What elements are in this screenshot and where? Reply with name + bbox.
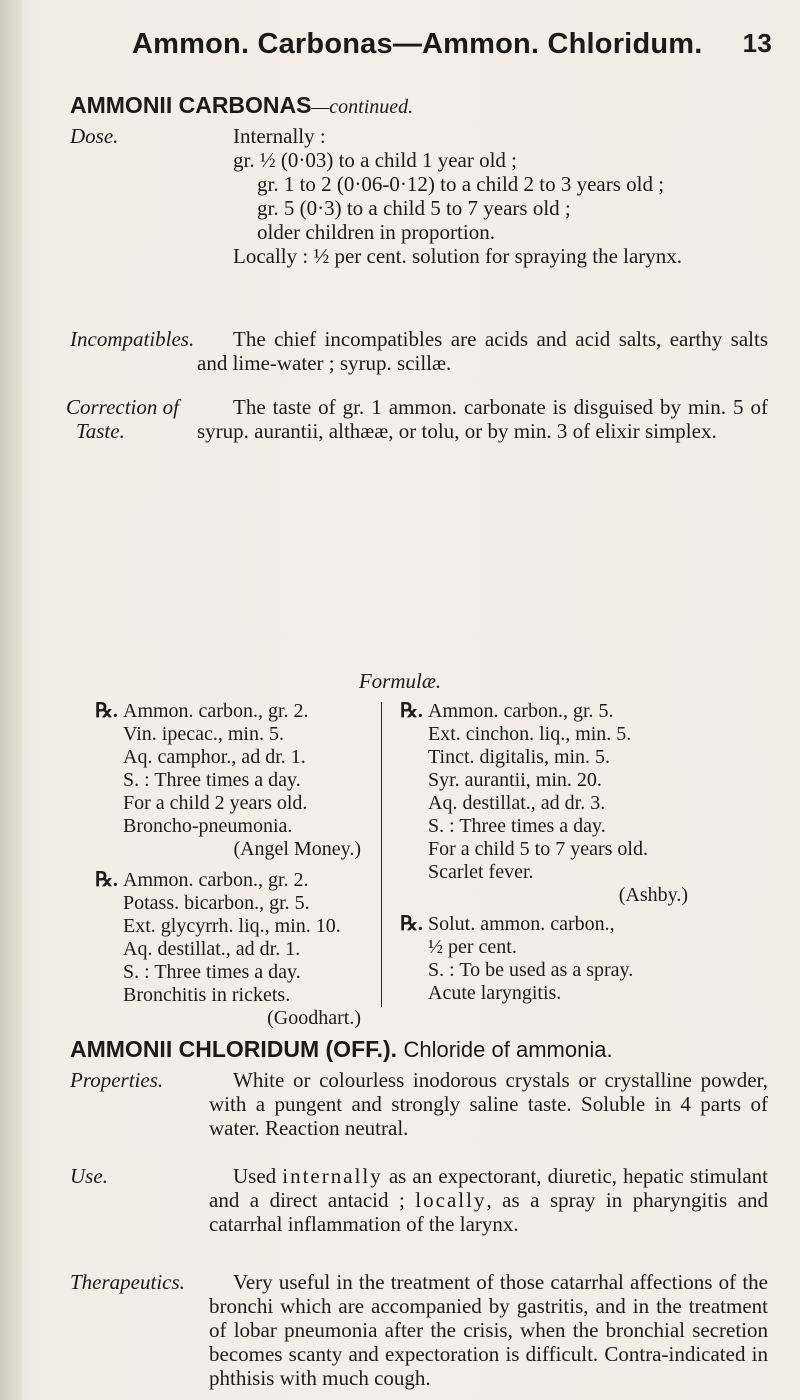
rx-icon: ℞.: [95, 700, 118, 722]
rx-line: Ext. glycyrrh. liq., min. 10.: [123, 915, 341, 937]
rx-line: Scarlet fever.: [428, 861, 534, 883]
use-text-part: as an expectorant, diuretic, hepatic stimulant and a direct antacid ;: [209, 1164, 768, 1212]
rx-line: Ammon. carbon., gr. 2.: [123, 700, 309, 722]
rx-line: Ammon. carbon., gr. 2.: [123, 869, 309, 891]
rx-icon: ℞.: [400, 700, 423, 722]
page-number: 13: [742, 28, 772, 58]
incompatibles-text: [197, 327, 768, 375]
dose-line: gr. 5 (0·3) to a child 5 to 7 years old ;: [257, 196, 571, 220]
rx-line: Acute laryngitis.: [428, 982, 562, 1004]
rx-author: (Angel Money.): [233, 838, 361, 860]
correction-paragraph: The taste of gr. 1 ammon. carbonate is disguised by min. 5 of syrup. aurantii, althææ, or tolu, or by min. 3 of elixir simplex.: [197, 395, 768, 443]
correction-text: [197, 395, 768, 443]
chloridum-title-text: AMMONII CHLORIDUM (OFF.).: [70, 1036, 398, 1062]
rx-author: (Goodhart.): [267, 1007, 361, 1029]
properties-paragraph: White or colourless inodorous crystals or crystalline powder, with a pungent and strongly saline taste. Soluble in 4 parts of water. Reaction neutral.: [209, 1068, 768, 1140]
carbonas-section-title: [70, 92, 413, 119]
properties-label: Properties.: [70, 1068, 164, 1092]
use-emphasis-internally: internally: [282, 1164, 383, 1188]
rx-line: S. : Three times a day.: [123, 769, 301, 791]
use-emphasis-locally: locally: [415, 1188, 487, 1212]
rx-line: Potass. bicarbon., gr. 5.: [123, 892, 310, 914]
rx-line: Solut. ammon. carbon.,: [428, 913, 615, 935]
dose-line: gr. ½ (0·03) to a child 1 year old ;: [233, 148, 518, 172]
rx-line: Bronchitis in rickets.: [123, 984, 291, 1006]
rx-line: For a child 5 to 7 years old.: [428, 838, 648, 860]
prescription: [95, 700, 363, 861]
chloridum-section-title: [70, 1036, 613, 1063]
correction-label: [66, 395, 179, 443]
rx-line: Tinct. digitalis, min. 5.: [428, 746, 611, 768]
prescription: [400, 913, 690, 1005]
rx-line: S. : Three times a day.: [123, 961, 301, 983]
rx-line: Aq. destillat., ad dr. 1.: [123, 938, 301, 960]
column-divider: [381, 702, 382, 1007]
prescription: [95, 869, 363, 1030]
carbonas-title-text: AMMONII CARBONAS: [70, 92, 312, 118]
correction-label-line2: Taste.: [76, 419, 125, 443]
properties-text: [209, 1068, 768, 1140]
rx-line: Aq. camphor., ad dr. 1.: [123, 746, 306, 768]
rx-line: For a child 2 years old.: [123, 792, 308, 814]
chloridum-subtitle: Chloride of ammonia.: [403, 1037, 613, 1062]
rx-line: Aq. destillat., ad dr. 3.: [428, 792, 606, 814]
formulae-heading: Formulæ.: [358, 669, 442, 693]
use-text-part: , as a spray in pharyngitis and catarrhal inflammation of the larynx.: [209, 1188, 768, 1236]
rx-line: Ammon. carbon., gr. 5.: [428, 700, 614, 722]
rx-line: S. : To be used as a spray.: [428, 959, 634, 981]
dose-label: Dose.: [70, 124, 119, 148]
use-label: Use.: [70, 1164, 108, 1188]
correction-label-line1: Correction of: [66, 395, 179, 419]
therapeutics-text: [209, 1270, 768, 1390]
incompatibles-paragraph: The chief incompatibles are acids and acid salts, earthy salts and lime-water ; syrup. scillæ.: [197, 327, 768, 375]
use-paragraph: [209, 1164, 768, 1236]
running-head-title: Ammon. Carbonas—Ammon. Chloridum.: [132, 28, 703, 60]
running-head: [132, 28, 772, 68]
rx-icon: ℞.: [400, 913, 423, 935]
incompatibles-label: Incompatibles.: [70, 327, 195, 351]
rx-line: ½ per cent.: [428, 936, 517, 958]
dose-text: [233, 124, 768, 268]
use-text-part: Used: [233, 1164, 283, 1188]
dose-line: Internally :: [233, 124, 326, 148]
rx-line: Vin. ipecac., min. 5.: [123, 723, 284, 745]
use-text: [209, 1164, 768, 1236]
page-gutter-shadow: [0, 0, 22, 1400]
prescription: [400, 700, 690, 907]
rx-line: Ext. cinchon. liq., min. 5.: [428, 723, 632, 745]
dose-line: Locally : ½ per cent. solution for spraying the larynx.: [233, 244, 683, 268]
continued-label: —continued.: [311, 96, 414, 118]
therapeutics-label: Therapeutics.: [70, 1270, 185, 1294]
dose-line: gr. 1 to 2 (0·06-0·12) to a child 2 to 3 years old ;: [257, 172, 665, 196]
rx-line: S. : Three times a day.: [428, 815, 606, 837]
rx-author: (Ashby.): [618, 884, 688, 906]
therapeutics-paragraph: Very useful in the treatment of those catarrhal affections of the bronchi which are accompanied by gastritis, and in the treatment of lobar pneumonia after the crisis, when the bronchial secretion becomes scanty and expectoration is difficult. Contra-indicated in phthisis with much cough.: [209, 1270, 768, 1390]
formulae-left-column: [95, 700, 363, 1030]
rx-line: Syr. aurantii, min. 20.: [428, 769, 602, 791]
rx-line: Broncho-pneumonia.: [123, 815, 293, 837]
formulae-right-column: [400, 700, 690, 1005]
dose-line: older children in proportion.: [257, 220, 495, 244]
rx-icon: ℞.: [95, 869, 118, 891]
